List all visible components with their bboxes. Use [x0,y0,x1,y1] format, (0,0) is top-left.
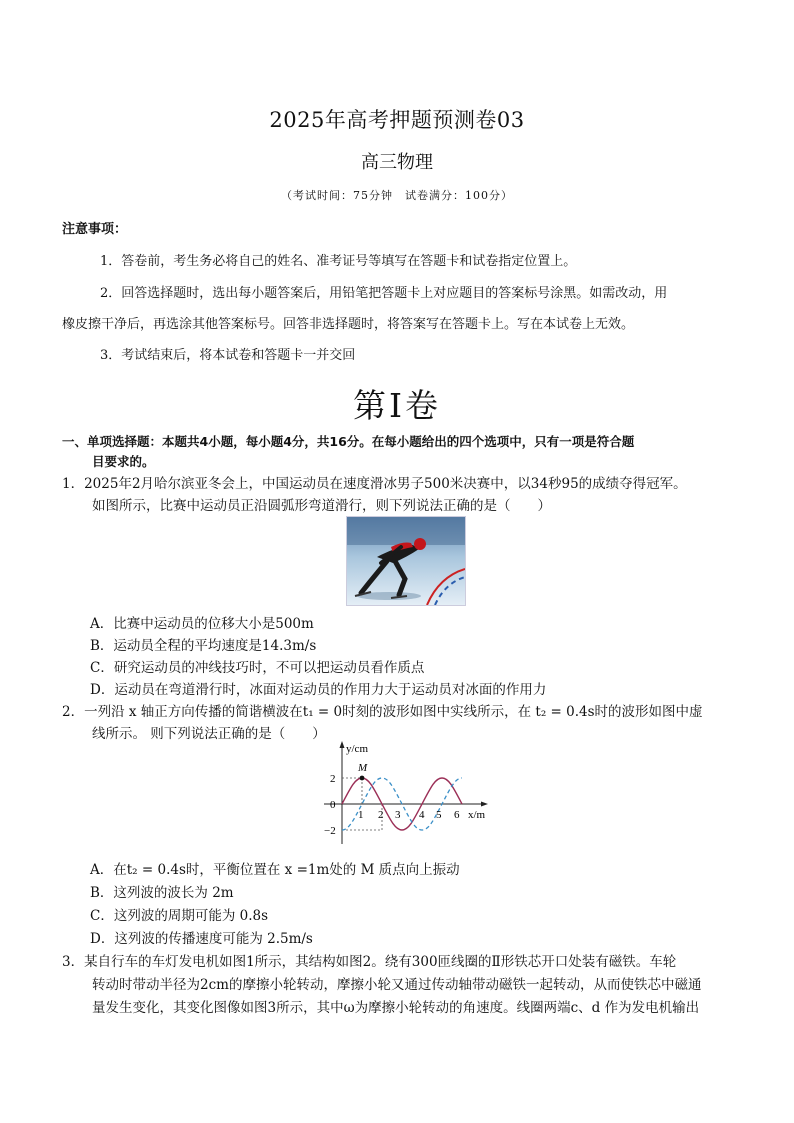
notice-item-1: 1．答卷前，考生务必将自己的姓名、准考证号等填写在答题卡和试卷指定位置上。 [100,254,577,269]
x-tick-1: 1 [358,809,364,821]
q1-option-b: B．运动员全程的平均速度是14.3m/s [90,638,317,654]
notice-item-2-cont: 橡皮擦干净后，再选涂其他答案标号。回答非选择题时，将答案写在答题卡上。写在本试卷上无效。 [62,317,635,332]
point-m [360,776,365,781]
q1-option-c: C．研究运动员的冲线技巧时，不可以把运动员看作质点 [90,660,425,676]
q2-stem-cont: 线所示。 则下列说法正确的是（ ） [92,726,326,742]
q2-option-d: D．这列波的传播速度可能为 2.5m/s [90,931,313,947]
wave-figure [320,738,495,854]
y-axis-label: y/cm [346,743,368,755]
q1-option-d: D．运动员在弯道滑行时，冰面对运动员的作用力大于运动员对冰面的作用力 [90,682,547,698]
y-tick-2: 2 [330,773,336,785]
x-tick-4: 4 [419,809,425,821]
y-tick-0: 0 [330,799,336,811]
q1-option-a: A．比赛中运动员的位移大小是500m [90,616,314,632]
y-tick-neg2: −2 [324,825,336,837]
q2-option-c: C．这列波的周期可能为 0.8s [90,908,269,924]
x-axis-arrow [481,802,488,807]
q2-option-a: A．在t₂ = 0.4s时，平衡位置在 x =1m处的 M 质点向上振动 [90,862,460,878]
speed-skater-photo [346,516,466,606]
notice-item-3: 3．考试结束后，将本试卷和答题卡一并交回 [100,348,356,363]
q3-stem: 3．某自行车的车灯发电机如图1所示，其结构如图2。绕有300匝线圈的Ⅱ形铁芯开口处装有磁铁。车轮 [62,954,677,970]
q2-stem: 2．一列沿 x 轴正方向传播的简谐横波在t₁ = 0时刻的波形如图中实线所示，在 t₂ = 0.4s时的波形如图中虚 [62,704,703,720]
section-heading-cont: 目要求的。 [92,454,155,469]
x-tick-3: 3 [395,809,401,821]
y-axis-arrow [340,741,345,748]
section-heading: 一、单项选择题：本题共4小题，每小题4分，共16分。在每小题给出的四个选项中，只有一项是符合题 [62,434,635,449]
x-axis-label: x/m [468,809,486,821]
q3-stem-cont-2: 量发生变化，其变化图像如图3所示，其中ω为摩擦小轮转动的角速度。线圈两端c、d 作为发电机输出 [92,1000,700,1016]
q3-stem-cont-1: 转动时带动半径为2cm的摩擦小轮转动，摩擦小轮又通过传动轴带动磁铁一起转动，从而使铁芯中磁通 [92,977,702,993]
exam-title: 2025年高考押题预测卷03 [269,108,525,132]
volume-heading: 第Ⅰ卷 [352,386,442,425]
q1-stem: 1．2025年2月哈尔滨亚冬会上，中国运动员在速度滑冰男子500米决赛中，以34秒95的成绩夺得冠军。 [62,476,687,492]
point-m-label: M [358,762,368,774]
q2-option-b: B．这列波的波长为 2m [90,885,234,901]
notice-heading: 注意事项： [62,222,128,237]
exam-subtitle: 高三物理 [361,152,433,173]
q1-stem-cont: 如图所示，比赛中运动员正沿圆弧形弯道滑行，则下列说法正确的是（ ） [92,498,551,514]
x-tick-6: 6 [454,809,460,821]
exam-meta: （考试时间：75分钟 试卷满分：100分） [281,189,513,202]
x-tick-2: 2 [378,809,384,821]
x-tick-5: 5 [436,809,442,821]
notice-item-2: 2．回答选择题时，选出每小题答案后，用铅笔把答题卡上对应题目的答案标号涂黑。如需改动，用 [100,286,668,301]
